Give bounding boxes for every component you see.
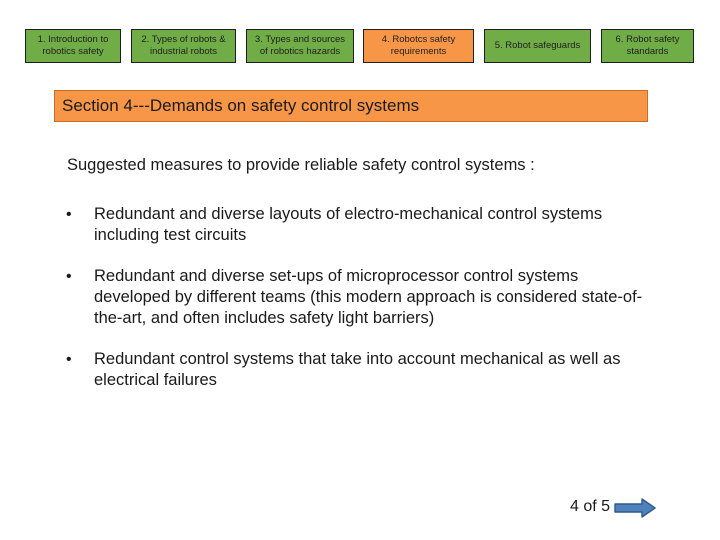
- tab-hazards[interactable]: 3. Types and sources of robotics hazards: [246, 29, 354, 63]
- section-nav: [0, 29, 720, 63]
- page-indicator: 4 of 5: [569, 498, 610, 515]
- tab-safety-standards[interactable]: 6. Robot safety standards: [601, 29, 694, 63]
- bullet-list: [66, 204, 656, 391]
- tab-safety-requirements[interactable]: 4. Robotcs safety requirements: [363, 29, 474, 63]
- intro-text: Suggested measures to provide reliable safety control systems :: [67, 156, 535, 174]
- tab-robot-safeguards[interactable]: 5. Robot safeguards: [484, 29, 591, 63]
- list-item: • Redundant and diverse layouts of electro-mechanical control systems including test circuits: [66, 204, 656, 246]
- tab-introduction[interactable]: 1. Introduction to robotics safety: [25, 29, 121, 63]
- list-item: • Redundant and diverse set-ups of microprocessor control systems developed by different teams (this modern approach is considered state-of-the-art, and often includes safety light barriers): [66, 266, 656, 329]
- section-title: Section 4---Demands on safety control systems: [54, 90, 648, 122]
- list-item: • Redundant control systems that take into account mechanical as well as electrical failures: [66, 349, 656, 391]
- right-arrow-icon[interactable]: [614, 498, 656, 518]
- tab-types-of-robots[interactable]: 2. Types of robots & industrial robots: [131, 29, 236, 63]
